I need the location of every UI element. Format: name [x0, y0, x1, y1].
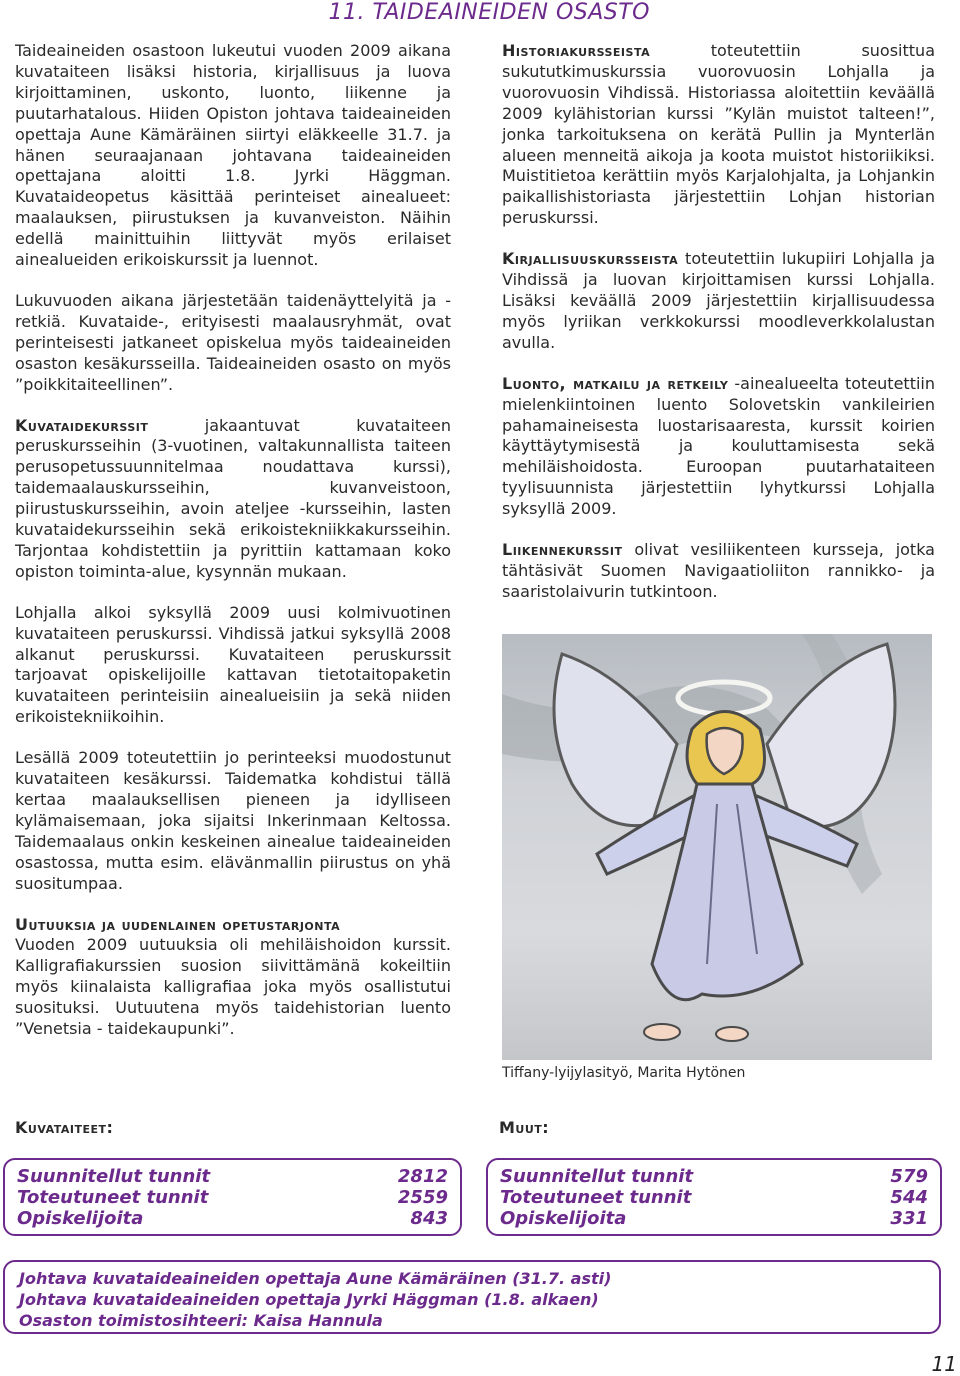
stat-row	[17, 1208, 448, 1229]
traffic-heading: Liikennekurssit	[502, 540, 623, 560]
stat-row	[500, 1166, 928, 1187]
stat-label: Opiskelijoita	[500, 1208, 627, 1229]
muut-stats-heading: Muut:	[499, 1118, 550, 1137]
summer-course-paragraph: Lesällä 2009 toteutettiin jo perinteeksi muodostunut kuvataiteen kesäkurssi. Taidematka kohdistui tällä kertaa maalauksellisen pieneen ja idylliseen kylämaisemaan, joka sijaitsi Inkerinmaan Keltossa. Taidemaalaus onkin keskeinen ainealue taideaineiden osastossa, mutta esim. elävänmallin piirustus on yhä suositumpaa.	[15, 748, 451, 893]
stat-label: Toteutuneet tunnit	[500, 1187, 692, 1208]
stat-value: 544	[890, 1187, 928, 1208]
page-number: 11	[931, 1352, 957, 1376]
kuvataidekurssit-paragraph	[15, 416, 451, 583]
news-paragraph: Vuoden 2009 uutuuksia oli mehiläishoidon kurssit. Kalligrafiakurssien suosion siivittämänä kokeiltiin myös kiinalaista kalligrafiaa joka myös osallistutui suosituksi. Uutuutena myös taidehistorian luento ”Venetsia - taidekaupunki”.	[15, 935, 451, 1039]
stat-row	[17, 1187, 448, 1208]
nature-paragraph	[502, 374, 935, 520]
news-heading-line	[15, 915, 451, 936]
stat-value: 843	[410, 1208, 448, 1229]
stat-row	[500, 1208, 928, 1229]
left-column	[15, 41, 451, 1060]
kuvataidekurssit-heading: Kuvataidekurssit	[15, 415, 149, 435]
staff-line: Johtava kuvataideaineiden opettaja Jyrki Häggman (1.8. alkaen)	[19, 1290, 599, 1309]
stat-row	[500, 1187, 928, 1208]
peruskurssi-paragraph: Lohjalla alkoi syksyllä 2009 uusi kolmivuotinen kuvataiteen peruskurssi. Vihdissä jatkui syksyllä 2008 alkanut peruskurssi. Kuvataiteen peruskurssit tarjoavat opiskelijoille kattavan tietotaitopaketin kuvataiteen perinteisiin ainealueisiin ja sekä niiden erikoistekniikoihin.	[15, 602, 451, 727]
stat-label: Suunnitellut tunnit	[500, 1166, 694, 1187]
history-paragraph	[502, 41, 935, 229]
news-heading: Uutuuksia ja uudenlainen opetustarjonta	[15, 914, 341, 934]
intro-paragraph: Taideaineiden osastoon lukeutui vuoden 2009 aikana kuvataiteen lisäksi historia, kirjallisuus ja luova kirjoittaminen, uskonto, luonto, liikenne ja puutarhatalous. Hiiden Opiston johtava taideaineiden opettaja Aune Kämäräinen siirtyi eläkkeelle 31.7. ja hänen seuraajanaan johtavana taideaineiden opettajana aloitti 1.8. Jyrki Häggman. Kuvataideopetus käsittää perinteiset ainealueet: maalauksen, piirustuksen ja kuvanveiston. Näihin edellä mainittuihin liittyvät myös erilaiset ainealueiden erikoiskurssit ja luennot.	[15, 41, 451, 270]
stat-value: 331	[890, 1208, 928, 1229]
traffic-text: olivat vesiliikenteen kursseja, jotka tähtäsivät Suomen Navigaatioliiton rannikko- ja saaristolaivurin tutkintoon.	[502, 540, 935, 601]
history-text: toteutettiin suosittua sukututkimuskurssia vuorovuosin Lohjalla ja vuorovuosin Vihdissä. Historiassa aloitettiin keväällä 2009 kylähistorian kurssi ”Kylän muistot talteen!”, jonka tarkoituksena on kerätä Pullin ja Mynterlän alueen menneitä aikoja ja koota muistot historiikiksi. Muistitietoa kerättiin myös Karjalohjalta, ja Lohjankin paikallishistoriasta järjestettiin Lohjan historian peruskurssi.	[502, 41, 935, 228]
photo-caption: Tiffany-lyijylasityö, Marita Hytönen	[502, 1065, 746, 1081]
stat-label: Toteutuneet tunnit	[17, 1187, 209, 1208]
traffic-paragraph	[502, 540, 935, 603]
page-title: 11. TAIDEAINEIDEN OSASTO	[328, 0, 650, 25]
kuvataiteet-stats-box	[3, 1158, 462, 1236]
stat-label: Opiskelijoita	[17, 1208, 144, 1229]
nature-text: -ainealueelta toteutettiin mielenkiintoinen luento Solovetskin vankileirien pahamaineisesta luostarisaaresta, kurssit koirien käyttäytymisestä ja kouluttamisesta sekä mehiläishoidosta. Euroopan puutarhataiteen tyylisuunnista järjestettiin lyhytkurssi Lohjalla syksyllä 2009.	[502, 373, 936, 519]
right-column	[502, 41, 935, 623]
nature-heading: Luonto, matkailu ja retkeily	[502, 373, 729, 393]
stat-value: 2559	[397, 1187, 448, 1208]
literature-heading: Kirjallisuuskursseista	[502, 249, 679, 269]
literature-text: toteutettiin lukupiiri Lohjalla ja Vihdissä ja luovan kirjoittamisen kurssi Lohjalla. Lisäksi keväällä 2009 järjestettiin kirjallisuudessa myös lyriikan verkkokurssi moodleverkkolalustan avulla.	[502, 249, 935, 352]
history-heading: Historiakursseista	[502, 41, 651, 60]
stat-value: 579	[890, 1166, 928, 1187]
staff-line: Osaston toimistosihteeri: Kaisa Hannula	[19, 1311, 383, 1330]
stat-row	[17, 1166, 448, 1187]
stat-value: 2812	[397, 1166, 448, 1187]
staff-line: Johtava kuvataideaineiden opettaja Aune Kämäräinen (31.7. asti)	[19, 1269, 612, 1288]
angel-illustration	[502, 634, 932, 1060]
muut-stats-box	[486, 1158, 942, 1236]
kuvataiteet-stats-heading: Kuvataiteet:	[15, 1118, 114, 1137]
exhibitions-paragraph: Lukuvuoden aikana järjestetään taidenäyttelyitä ja -retkiä. Kuvataide-, erityisesti maalausryhmät, ovat perinteisesti jatkaneet opiskelua myös taideaineiden osaston kesäkursseilla. Taideaineiden osasto on myös ”poikkitaiteellinen”.	[15, 290, 451, 394]
stat-label: Suunnitellut tunnit	[17, 1166, 211, 1187]
angel-stained-glass-photo	[502, 634, 932, 1060]
staff-box	[3, 1260, 941, 1334]
kuvataidekurssit-text: jakaantuvat kuvataiteen peruskursseihin (3-vuotinen, valtakunnallista taiteen perusopetussuunnitelmaa noudattava kurssi), taidemaalauskursseihin, kuvanveistoon, piirustuskursseihin, avoin ateljee -kursseihin, lasten kuvataidekursseihin sekä erikoistekniikkakursseihin. Tarjontaa kohdistettiin ja pyrittiin kattamaan koko opiston toiminta-alue, kysynnän mukaan.	[15, 415, 451, 581]
literature-paragraph	[502, 249, 935, 354]
